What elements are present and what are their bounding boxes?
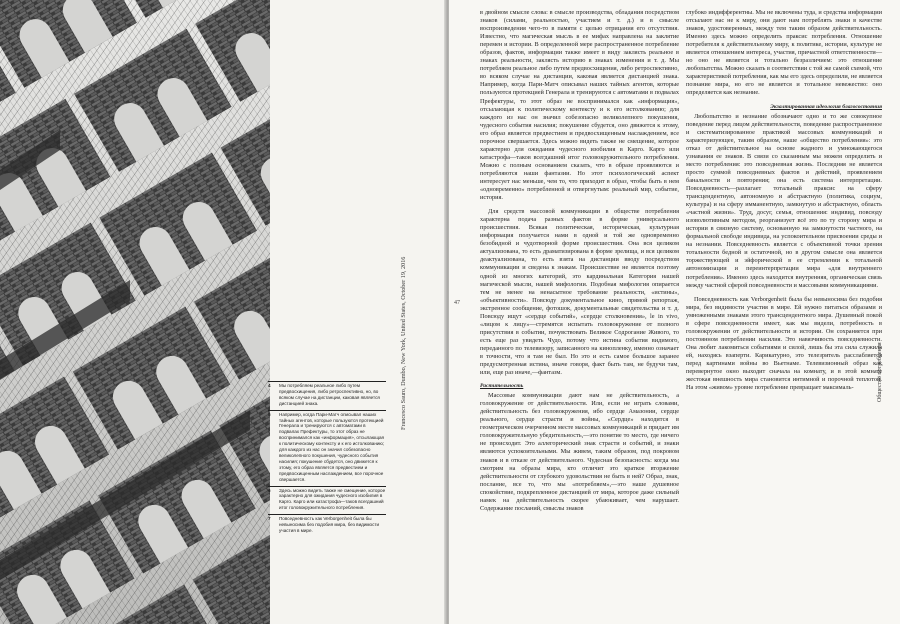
footnote-number: 7 — [268, 514, 279, 534]
paragraph: Массовые коммуникации дают нам не действительность, а головокружение от действительности. Или, если не играть словами, действительность без головокружения, ибо сердце Амазонии, сердце реального, сердце страсти и войны, «Сердце» находится в геометрическом очерченном месте массовых коммуникаций и придает им головокружительную убедительность,—это понятие то место, где ничего не происходит. Это аллегорический знак страсти и событий, и знаки являются успокоительными. Мы живем, таким образом, под покровом знаков и в отказе от действительного. Чудесная безопасность: когда мы смотрим на образы мира, кто отличит это краткое вторжение действительности от глубокого удовольствия не быть в ней? Образ, знак, послание, все то, что мы «потребляем»,—это наше душевное спокойствие, подкрепленное дистанцией от мира, которое даже сильный намек на действительность скорее убаюкивает, чем нарушает. Содержание посланий, смыслы знаков — [480, 392, 679, 512]
photo-credit — [398, 140, 412, 440]
text-column-1 — [480, 9, 679, 513]
footnote — [268, 381, 386, 407]
footnote-text: Мы потребляем реальное либо путем предвосхищения, либо ретроспективно, но, во всяком случае на дистанции, каковая является дистанцией знака. — [279, 381, 386, 407]
footnote-text: Здесь можно видеть также не смещение, которое характерно для ожидания чудесного изобилия в Карго. Карго или катастрофа—таков всегдашний итог головокружительного потребления. — [279, 487, 386, 511]
footnotes — [268, 381, 386, 537]
photo-credit-text: Francesco Sauro, Dumbo, New York, United States, October 19, 2016 — [400, 256, 407, 430]
footnote — [268, 514, 386, 534]
running-head — [877, 270, 891, 410]
page-number: 47 — [454, 300, 460, 306]
left-page — [0, 0, 447, 624]
paragraph: Любопытство и незнание обозначают одно и то же совокупное поведение перед лицом действительности, поведение распространенное и систематизированное практикой массовых коммуникаций и характеризующее, таким образом, наше «общество потребления»: это отказ от действительное на основе жадного и умножающегося узнавания ее знаков. В связи со сказанным мы можем определить и место потребления: это повседневная жизнь. Последняя не является просто суммой повседневных фактов и действий, проявлением банальности и повторения; она есть система интерпретации. Повседневность—разлагает тотальный праксис на сферу трансцендентную, автономную и абстрактную (политика, социум, культура) и на сферу имманентную, замкнутую и абстрактную, область «частной жизни». Труд, досуг, семья, отношения: индивид, повсюду изоволютивным методом, реорганизует всё это по ту сторону мира и истории в связную систему, основанную на замкнутости частного, на формальной свободе индивида, на успокоительном присвоении среды и на незнании. Повседневность является с объективной точки зрения тотальности бедной и остаточной, но в другом смысле она является торжествующей и эйфорической в ее стремлении к тотальной автономизации и переинтерпретации мира «для внутреннего потребления». Именно здесь находится внутренняя, органическая связь между частной сферой повседневности и массовыми коммуникациями. — [686, 112, 882, 289]
footnote-number: 6 — [268, 486, 279, 512]
section-heading: Растительность — [480, 383, 524, 390]
section-heading: Экзалтированная идеология благосостояния — [770, 103, 882, 110]
footnote-number: 4 — [268, 381, 279, 407]
paragraph: Повседневность как Verborgenheit была бы невыносима без подобия мира, без видимости участия в мире. Ей нужно питаться образами и умноженными знаками этого трансцендентного мира. Душевный покой в сфере повседневности имеет, как мы видели, потребность в головокружении от действительности и истории. Он сохраняется при постоянном потреблении насилия. Это навязчивость повседневности. Она любит лакомиться событиями и силой, лишь бы эта сила служила ей, находясь взаперти. Карикатурно, это телезритель расслабляется перед картинами войны во Вьетнаме. Телевизионный образ как перевернутое окно выходит сначала на комнату, и в этой комнате жестокая внешность мира становится интимной и порочной теплотой. На этом «живом» уровне потребление превращает максималь- — [686, 295, 882, 392]
footnote-text: Например, когда Пари-Матч описывал наших тайных агентов, которые пользуются протекцией Генерала и тренируются с автоматами в подвалах Префектуры, то этот образ не воспринимался как «информация», отсылающая к политическому контексту и к его истолкованию; для каждого из нас он значил собезопасно великолепного покушения, чудесного события насилия; покушение сбудется, оно движется к этому, его образ является предвестием и предвосхищенным наслаждением, все порочное свершается. — [279, 411, 385, 482]
footnote-number: 5 — [268, 410, 279, 483]
footnote — [268, 486, 386, 512]
paragraph: в двойном смысле слова: в смысле производства, обладания посредством знаков (силами, реальностью, участием и т. д.) и в смысле воспроизведения чего-то в памяти с целью отрицания его отсутствия. Известно, что магическая мысль в ее мифах направлена на заклятие перемен и истории. В определенной мере распространенное потребление образов, фактов, информации также имеет в виду заклясть реальное в знаках реальности, заклясть историю в знаках изменения и т. д. Мы потребляем реальное либо путем предвосхищения, либо ретроспективно, во всяком случае на дистанции, каковая является дистанцией знака. Например, когда Пари-Матч описывал наших тайных агентов, которые пользуются протекцией Генерала и тренируются с автоматами в подвалах Префектуры, то этот образ не воспринимался как «информация», отсылающая к политическому контексту и к его истолкованию; для каждого из нас он значил собезопасно великолепного покушения, чудесного события насилия; покушение сбудется, оно движется к этому, его образ является предвестием и предвосхищенным наслаждением, все порочное свершается. Здесь можно видеть также не смещение, которое характерно для ожидания чудесного изобилия в Карго. Карго или катастрофа—таков всегдашний итог головокружительного потребления. Можно с полным основанием сказать, что в образе проявляются и потребляются наши фантазии. Но этот психологический аспект интересует нас меньше, чем то, что приходит в образ, чтобы быть в нем «одновременно» потребленной и отвергнутым: реальный мир, событие, история. — [480, 9, 679, 202]
running-head-text: Общество потребления — [877, 342, 883, 402]
paragraph: Для средств массовой коммуникации в обществе потребления характерна подача разных фактов в форме универсального происшествия. Всякая политическая, историческая, культурная информация получается нами в одной и той же одновременно безобидной и чудотворной форме происшествия. Она вся целиком актуализована, то есть драматизирована в форме зрелища, и вся целиком деактуализована, то есть взята на дистанции вводу посредством коммуникации и сведена к знакам. Происшествие не является поэтому одной из многих категорий, это кардинальная Категория нашей магической мысли, нашей мифологии. Подобная мифология опирается тем не менее на ненасытное требование реальности, «истины», «объективности». Повсюду документальное кино, прямой репортаж, экстренное сообщение, фотошок, документальные свидетельства и т. д. Повсюду ищут «сердце событий», «сердце столкновения», le in vivo, «лицом к лицу»—стремятся испытать головокружение от полного присутствия в событии, почувствовать Великое Содрогание Живого, то есть еще раз увидеть Чудо, потому что истина события видимого, переданного по телевизору, записанного на кинопленку, именно означает в точности, что я там не был. Но это и есть самое большое заранее предусмотренная истина, иначе говоря, факт быть там, не будучи там, или, еще раз иначе,—фантазм. — [480, 208, 679, 377]
footnote — [268, 410, 386, 483]
paragraph: глубоко индифферентны. Мы не включены туда, и средства информации отсылают нас не к миру, они дают нам потреблять знаки в качестве знаков, удостоверенных, между тем таким образом действительность. Именно здесь можно определить праксис потребления. Отношение потребителя к действительному миру, к политике, истории, культуре не является отношением интереса, участия, причастной ответственности—но оно не является и тотально безразличием: это отношение любопытства. Можно сказать в соответствии с той же самой схемой, что характеристикой потребления, как мы его здесь определили, не является познание мира, но его не является и тотальное невежество: оно определяется как незнание. — [686, 9, 882, 97]
footnote-text: Повседневность как Verborgenheit была бы невыносима без подобия мира, без видимости участия в мире. — [279, 514, 386, 534]
text-column-2 — [686, 9, 882, 392]
right-page — [449, 0, 900, 624]
